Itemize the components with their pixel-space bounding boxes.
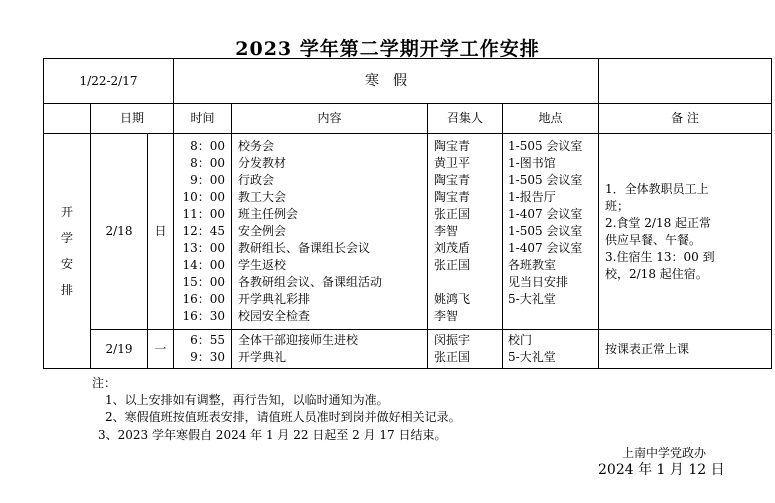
time-cell: 8：00: [190, 139, 225, 153]
note-item: 3、2023 学年寒假自 2024 年 1 月 22 日起至 2 月 17 日结束。: [98, 428, 447, 442]
location-cell: 1-505 会议室: [508, 224, 583, 238]
header-date: 日期: [91, 104, 174, 134]
convener-cell: 张正国: [434, 350, 471, 364]
day2-locations: [508, 332, 598, 366]
convener-cell: 陶宝青: [434, 173, 471, 187]
convener-cell: 姚鸿飞: [434, 292, 471, 306]
location-cell: [508, 308, 598, 325]
location-cell: 见当日安排: [508, 275, 569, 289]
time-cell: 13：00: [182, 241, 225, 255]
day1-conveners: [434, 138, 502, 325]
item-cell: 校园安全检查: [238, 309, 311, 323]
item-cell: 全体干部迎接师生进校: [238, 333, 359, 347]
header-location: 地点: [503, 104, 599, 134]
time-cell: 12：45: [182, 224, 225, 238]
header-convener: 召集人: [428, 104, 503, 134]
time-cell: 14：00: [182, 258, 225, 272]
day2-remarks: 按课表正常上课: [605, 341, 690, 356]
convener-cell: 张正国: [434, 207, 471, 221]
location-cell: 1-505 会议室: [508, 139, 583, 153]
day1-weekday: 日: [148, 134, 174, 330]
header-content: 内容: [232, 104, 428, 134]
day1-items: [238, 138, 427, 325]
convener-cell: 黄卫平: [434, 156, 471, 170]
item-cell: 分发教材: [238, 156, 287, 170]
convener-cell: 陶宝青: [434, 190, 471, 204]
time-cell: 16：30: [182, 309, 225, 323]
day1-locations: [508, 138, 598, 325]
location-cell: 1-407 会议室: [508, 207, 583, 221]
location-cell: 1-407 会议室: [508, 241, 583, 255]
item-cell: 开学典礼彩排: [238, 292, 311, 306]
header-row: [44, 104, 772, 134]
day1-row: [44, 134, 772, 330]
side-label-char: 学: [60, 231, 73, 245]
remark-line: 供应早餐、午餐。: [605, 232, 702, 247]
side-label: [44, 134, 91, 369]
winter-remarks: [599, 59, 772, 104]
header-remarks: 备 注: [599, 104, 772, 134]
header-time: 时间: [174, 104, 232, 134]
convener-cell: 刘茂盾: [434, 241, 471, 255]
day2-date: 2/19: [91, 330, 148, 369]
location-cell: 1-报告厅: [508, 190, 556, 204]
item-cell: 班主任例会: [238, 207, 299, 221]
convener-cell: 李智: [434, 224, 459, 238]
day1-remarks: [605, 181, 771, 283]
note-item: 2、寒假值班按值班表安排，请值班人员准时到岗并做好相关记录。: [105, 410, 461, 424]
convener-cell: 闵振宇: [434, 333, 471, 347]
time-cell: 15：00: [182, 275, 225, 289]
side-label-char: 排: [60, 283, 73, 297]
item-cell: 教工大会: [238, 190, 287, 204]
remark-line: 1．全体教职员工上: [605, 181, 709, 196]
header-blank: [44, 104, 91, 134]
convener-cell: 张正国: [434, 258, 471, 272]
time-cell: 9：30: [190, 350, 225, 364]
time-cell: 11：00: [182, 207, 225, 221]
item-cell: 各教研组会议、备课组活动: [238, 275, 383, 289]
day2-row: [44, 330, 772, 369]
remark-line: 3.住宿生 13：00 到: [605, 249, 715, 264]
day2-weekday: 一: [148, 330, 174, 369]
item-cell: 安全例会: [238, 224, 287, 238]
page-title: 2023 学年第二学期开学工作安排: [235, 38, 540, 60]
convener-cell: 李智: [434, 309, 459, 323]
location-cell: 1-图书馆: [508, 156, 556, 170]
note-item: 1、以上安排如有调整，再行告知，以临时通知为准。: [105, 393, 389, 407]
day2-times: [174, 332, 225, 366]
item-cell: 学生返校: [238, 258, 287, 272]
signature-date: 2024 年 1 月 12 日: [598, 462, 725, 478]
remark-line: 2.食堂 2/18 起正常: [605, 215, 712, 230]
time-cell: 16：00: [182, 292, 225, 306]
remark-line: 班；: [605, 198, 630, 213]
side-label-char: 安: [60, 257, 73, 271]
winter-range: 1/22-2/17: [44, 59, 174, 104]
time-cell: 8：00: [190, 156, 225, 170]
winter-label: 寒 假: [174, 59, 599, 104]
day2-conveners: [434, 332, 502, 366]
item-cell: 开学典礼: [238, 350, 287, 364]
time-cell: 6：55: [190, 333, 225, 347]
location-cell: 5-大礼堂: [508, 350, 556, 364]
item-cell: 校务会: [238, 139, 275, 153]
day2-items: [238, 332, 427, 366]
time-cell: 9：00: [190, 173, 225, 187]
location-cell: 各班教室: [508, 258, 557, 272]
winter-row: [44, 59, 772, 104]
remark-line: 校，2/18 起住宿。: [605, 266, 708, 281]
day1-times: [174, 138, 225, 325]
location-cell: 1-505 会议室: [508, 173, 583, 187]
signature-org: 上南中学党政办: [622, 446, 707, 460]
location-cell: 5-大礼堂: [508, 292, 556, 306]
day1-date: 2/18: [91, 134, 148, 330]
location-cell: 校门: [508, 333, 533, 347]
item-cell: 行政会: [238, 173, 275, 187]
side-label-char: 开: [60, 205, 73, 219]
schedule-table: [43, 58, 772, 369]
time-cell: 10：00: [182, 190, 225, 204]
item-cell: 教研组长、备课组长会议: [238, 241, 371, 255]
convener-cell: 陶宝青: [434, 139, 471, 153]
notes-label: 注：: [92, 376, 117, 390]
convener-cell: [434, 274, 502, 291]
